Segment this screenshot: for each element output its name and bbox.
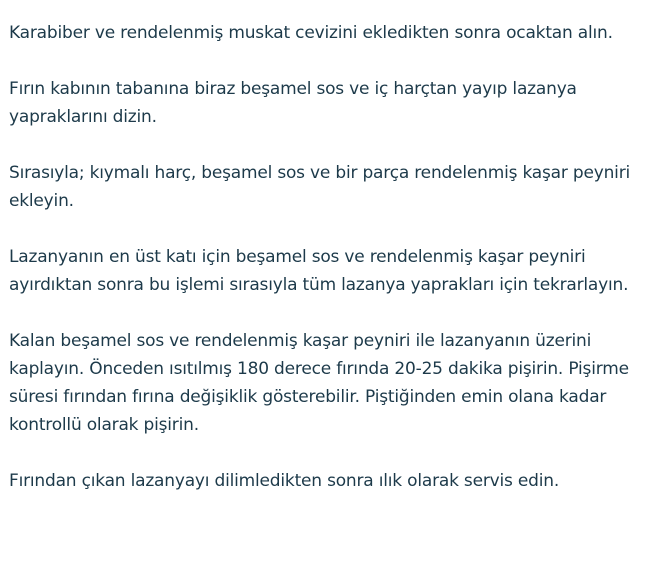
recipe-step: Fırından çıkan lazanyayı dilimledikten sonra ılık olarak servis edin. [9,471,560,491]
recipe-step: Karabiber ve rendelenmiş muskat cevizini ekledikten sonra ocaktan alın. [9,23,613,43]
recipe-step: Sırasıyla; kıymalı harç, beşamel sos ve bir parça rendelenmiş kaşar peyniri ekleyin. [9,163,631,211]
recipe-step: Fırın kabının tabanına biraz beşamel sos ve iç harçtan yayıp lazanya yapraklarını dizin. [9,79,577,127]
recipe-steps [9,19,649,495]
recipe-step: Lazanyanın en üst katı için beşamel sos ve rendelenmiş kaşar peyniri ayırdıktan sonra bu işlemi sırasıyla tüm lazanya yaprakları için tekrarlayın. [9,247,629,295]
recipe-step: Kalan beşamel sos ve rendelenmiş kaşar peyniri ile lazanyanın üzerini kaplayın. Önceden ısıtılmış 180 derece fırında 20-25 dakika pişirin. Pişirme süresi fırından fırına değişiklik gösterebilir. Piştiğinden emin olana kadar kontrollü olarak pişirin. [9,331,629,435]
